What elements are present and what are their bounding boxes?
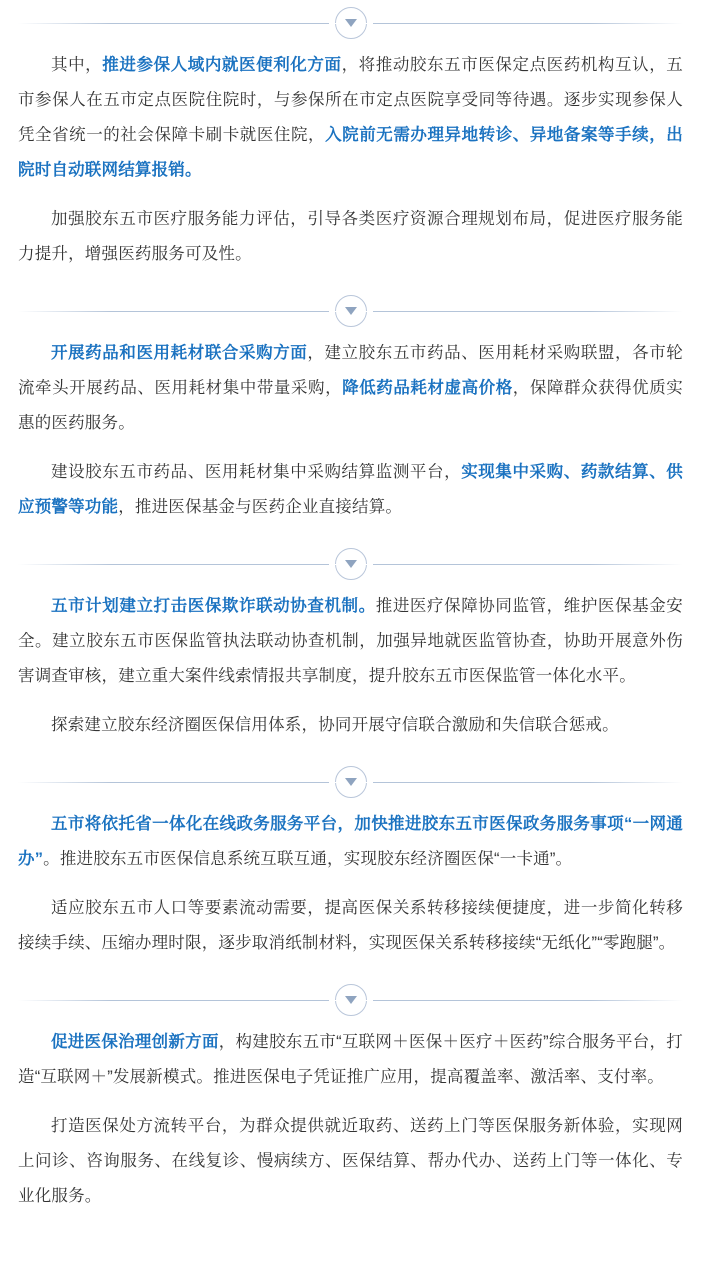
body-text: ，建立胶东五市药品、医用耗材采购联盟，各市轮流牵头开展药品、医用耗材集中带量采购，	[18, 344, 683, 397]
paragraph	[18, 455, 683, 525]
section-3	[18, 587, 683, 759]
section-divider	[18, 288, 683, 334]
divider-circle	[335, 548, 367, 580]
paragraph	[18, 1109, 683, 1214]
divider-circle	[335, 7, 367, 39]
paragraph	[18, 48, 683, 188]
section-2	[18, 334, 683, 541]
section-divider	[18, 759, 683, 805]
paragraph	[18, 1025, 683, 1095]
body-text: ，将推动胶东五市医保定点医药机构互认，五市参保人在五市定点医院住院时，与参保所在市定点医院享受同等待遇。逐步实现参保人凭全省统一的社会保障卡刷卡就医住院，	[18, 56, 683, 144]
body-text: 打造医保处方流转平台，为群众提供就近取药、送药上门等医保服务新体验，实现网上问诊、咨询服务、在线复诊、慢病续方、医保结算、帮办代办、送药上门等一体化、专业化服务。	[18, 1117, 683, 1205]
divider-circle	[335, 295, 367, 327]
paragraph	[18, 708, 683, 743]
body-text: 其中，	[51, 56, 103, 74]
body-text: ，推进医保基金与医药企业直接结算。	[118, 498, 403, 516]
section-1	[18, 46, 683, 288]
highlighted-text: 五市计划建立打击医保欺诈联动协查机制。	[51, 597, 376, 615]
section-5	[18, 1023, 683, 1230]
divider-circle	[335, 984, 367, 1016]
section-divider	[18, 977, 683, 1023]
document-content	[18, 0, 683, 1230]
triangle-down-icon	[345, 307, 357, 315]
section-divider	[18, 541, 683, 587]
paragraph	[18, 202, 683, 272]
body-text: ，保障群众获得优质实惠的医药服务。	[18, 379, 684, 432]
highlighted-text: 促进医保治理创新方面	[51, 1033, 219, 1051]
body-text: 建设胶东五市药品、医用耗材集中采购结算监测平台，	[51, 463, 462, 481]
highlighted-text: 实现集中采购、药款结算、供应预警等功能	[18, 463, 683, 516]
body-text: 适应胶东五市人口等要素流动需要，提高医保关系转移接续便捷度，进一步简化转移接续手续、压缩办理时限，逐步取消纸制材料，实现医保关系转移接续“无纸化”“零跑腿”。	[18, 899, 683, 952]
triangle-down-icon	[345, 778, 357, 786]
triangle-down-icon	[345, 19, 357, 27]
paragraph	[18, 589, 683, 694]
highlighted-text: 开展药品和医用耗材联合采购方面	[51, 344, 308, 362]
paragraph	[18, 336, 683, 441]
body-text: 加强胶东五市医疗服务能力评估，引导各类医疗资源合理规划布局，促进医疗服务能力提升，增强医药服务可及性。	[18, 210, 683, 263]
body-text: ，构建胶东五市“互联网＋医保＋医疗＋医药”综合服务平台，打造“互联网＋”发展新模式。推进医保电子凭证推广应用，提高覆盖率、激活率、支付率。	[18, 1033, 683, 1086]
body-text: 推进医疗保障协同监管，维护医保基金安全。建立胶东五市医保监管执法联动协查机制，加强异地就医监管协查，协助开展意外伤害调查审核，建立重大案件线索情报共享制度，提升胶东五市医保监管一体化水平。	[18, 597, 683, 685]
divider-circle	[335, 766, 367, 798]
body-text: 探索建立胶东经济圈医保信用体系，协同开展守信联合激励和失信联合惩戒。	[51, 716, 619, 734]
highlighted-text: 入院前无需办理异地转诊、异地备案等手续，出院时自动联网结算报销。	[18, 126, 683, 179]
highlighted-text: 五市将依托省一体化在线政务服务平台，加快推进胶东五市医保政务服务事项“一网通办”	[18, 815, 683, 868]
section-divider	[18, 0, 683, 46]
body-text: 。推进胶东五市医保信息系统互联互通，实现胶东经济圈医保“一卡通”。	[43, 850, 573, 868]
section-4	[18, 805, 683, 977]
paragraph	[18, 807, 683, 877]
highlighted-text: 降低药品耗材虚高价格	[342, 379, 513, 397]
triangle-down-icon	[345, 560, 357, 568]
paragraph	[18, 891, 683, 961]
triangle-down-icon	[345, 996, 357, 1004]
highlighted-text: 推进参保人域内就医便利化方面	[102, 56, 342, 74]
